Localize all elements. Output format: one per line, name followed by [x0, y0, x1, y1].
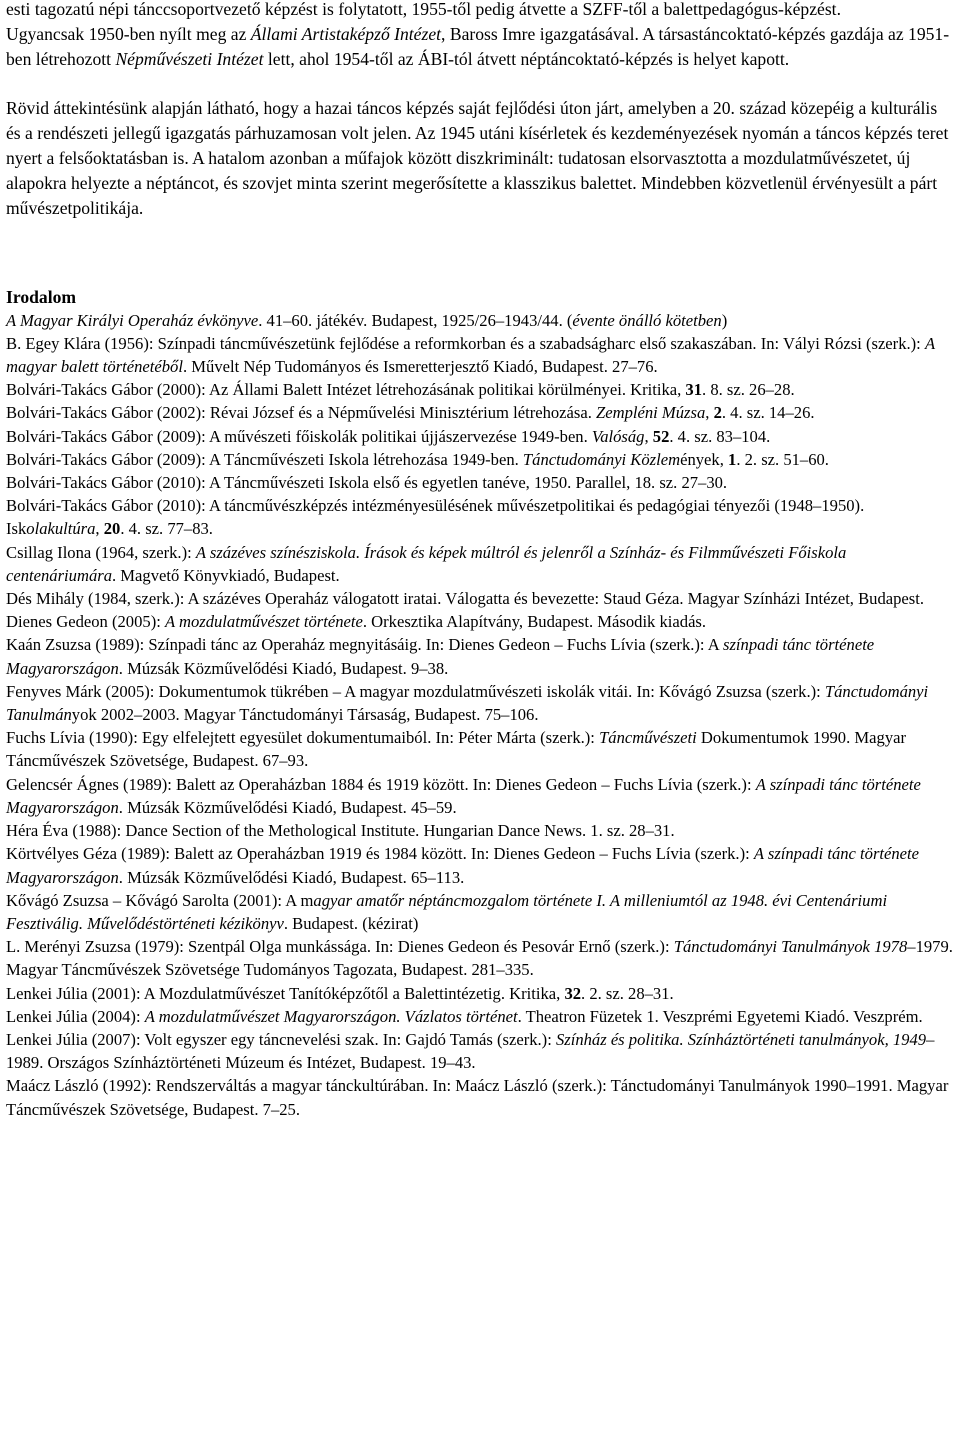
ref-text: . 4. sz. 77–83. — [120, 519, 213, 539]
ref-text: Bolvári-Takács Gábor (2002): Révai József és a Népművelési Minisztérium létrehozása. — [6, 403, 597, 423]
intro-section — [6, 0, 954, 222]
intro-text: , Baross Imre igazgatásával. A társastáncoktató-képzés gazdája az 1951-ben létrehozott — [6, 24, 950, 70]
bibliography-heading: Irodalom — [6, 286, 77, 307]
reference-item — [6, 448, 954, 471]
reference-item — [6, 726, 954, 772]
ref-text: ) — [721, 310, 728, 330]
reference-item — [6, 471, 954, 494]
ref-text: Csillag Ilona (1964, szerk.): — [6, 542, 196, 562]
ref-title: Tánctudományi Tanulmányok 1978 — [673, 937, 908, 957]
reference-list — [6, 309, 954, 1121]
ref-text: Bolvári-Takács Gábor (2000): Az Állami Balett Intézet létrehozásának politikai körülményei. Kritika, — [6, 380, 686, 400]
ref-text: Kővágó Zsuzsa – Kővágó Sarolta (2001): A m — [6, 890, 314, 910]
ref-text: Dokumentumok 1990. Magyar Táncművészek Szövetsége, Budapest. 67–93. — [6, 728, 907, 771]
intro-text: esti tagozatú népi tánccsoportvezető képzést is folytatott, 1955-től pedig átvette a SZFF-től a balettpedagógus-képzést. — [6, 0, 841, 19]
ref-text: . 8. sz. 26–28. — [702, 380, 795, 400]
ref-text: . Művelt Nép Tudományos és Ismeretterjesztő Kiadó, Budapest. 27–76. — [182, 357, 658, 377]
ref-text: Lenkei Júlia (2004): — [6, 1006, 145, 1026]
ref-text: ények, — [680, 449, 729, 469]
ref-text: . Budapest. (kézirat) — [283, 913, 419, 933]
ref-text: . Múzsák Közművelődési Kiadó, Budapest. 9–38. — [118, 658, 449, 678]
ref-title: A színpadi tánc története Magyarországon — [6, 774, 921, 817]
ref-title: Valóság — [591, 426, 645, 446]
ref-text: , — [95, 519, 104, 539]
ref-title: Táncművészeti — [599, 728, 697, 748]
ref-title: A mozdulatművészet Magyarországon. Vázlatos történet — [144, 1006, 518, 1026]
ref-title: A magyar balett történetéből — [6, 333, 935, 377]
reference-item — [6, 633, 954, 679]
reference-item — [6, 819, 954, 842]
reference-item — [6, 935, 954, 981]
ref-title: olakultúra — [26, 519, 96, 539]
ref-text: L. Merényi Zsuzsa (1979): Szentpál Olga munkássága. In: Dienes Gedeon és Pesovár Ernő (szerk.): — [6, 937, 674, 957]
ref-text: Bolvári-Takács Gábor (2009): A művészeti főiskolák politikai újjászervezése 1949-ben. — [6, 426, 592, 446]
ref-text: B. Egey Klára (1956): Színpadi táncművészetünk fejlődése a reformkorban és a szabadságharc első szakaszában. In: Vályi Rózsi (szerk.): — [6, 333, 925, 353]
ref-text: . Magvető Könyvkiadó, Budapest. — [112, 565, 340, 585]
ref-text: Héra Éva (1988): Dance Section of the Methological Institute. Hungarian Dance News. 1. sz. 28–31. — [6, 821, 675, 841]
ref-text: . Orkesztika Alapítvány, Budapest. Második kiadás. — [362, 612, 707, 632]
ref-title: A mozdulatművészet története — [164, 612, 363, 632]
intro-italic: Állami Artistaképző Intézet — [250, 24, 442, 45]
intro-italic: Népművészeti Intézet — [115, 49, 264, 70]
reference-item — [6, 773, 954, 819]
reference-item — [6, 889, 954, 935]
ref-text: Fenyves Márk (2005): Dokumentumok tükrében – A magyar mozdulatművészeti iskolák vitái. In: Kővágó Zsuzsa (szerk.): — [6, 681, 825, 701]
ref-title: Színház és politika. Színháztörténeti tanulmányok, 1949 — [555, 1029, 927, 1049]
intro-text: Ugyancsak 1950-ben nyílt meg az — [6, 24, 251, 45]
ref-title: Zempléni Múzsa — [596, 403, 706, 423]
reference-item — [6, 309, 954, 332]
ref-text: Bolvári-Takács Gábor (2009): A Táncművészeti Iskola létrehozása 1949-ben. — [6, 449, 523, 469]
ref-volume: 2 — [713, 403, 722, 423]
ref-text: . 2. sz. 28–31. — [581, 983, 674, 1003]
ref-text: . Múzsák Közművelődési Kiadó, Budapest. 45–59. — [118, 797, 457, 817]
ref-title: A százéves színésziskola. Írások és képek múltról és jelenről a Színház- és Filmművészeti Főiskola centenáriumára — [6, 542, 847, 585]
ref-text: Fuchs Lívia (1990): Egy elfelejtett egyesület dokumentumaiból. In: Péter Márta (szerk.): — [6, 728, 600, 748]
ref-title: Tánctudományi Tanulmán — [6, 681, 929, 725]
reference-item — [6, 401, 954, 424]
ref-title: Tánctudományi Közlem — [522, 449, 681, 469]
reference-item — [6, 610, 954, 633]
ref-text: Dienes Gedeon (2005): — [6, 612, 165, 632]
ref-text: . 4. sz. 14–26. — [721, 403, 815, 423]
ref-text: –1979. Magyar Táncművészek Szövetsége Tudományos Tagozata, Budapest. 281–335. — [6, 937, 953, 980]
reference-item — [6, 982, 954, 1005]
ref-volume: 52 — [652, 426, 670, 446]
ref-title: A színpadi tánc története Magyarországon — [6, 844, 920, 887]
ref-title: színpadi tánc története Magyarországon — [6, 635, 875, 678]
ref-text: . 2. sz. 51–60. — [736, 449, 829, 469]
ref-text: Maácz László (1992): Rendszerváltás a magyar tánckultúrában. In: Maácz László (szerk.): Tánctudományi Tanulmányok 1990–1991. Magyar Táncművészek Szövetsége, Budapest. 7–25. — [6, 1076, 949, 1119]
ref-text: Kaán Zsuzsa (1989): Színpadi tánc az Operaház megnyitásáig. In: Dienes Gedeon – Fuchs Lívia (szerk.): A — [6, 635, 723, 655]
ref-text: Gelencsér Ágnes (1989): Balett az Operaházban 1884 és 1919 között. In: Dienes Gedeon – Fuchs Lívia (szerk.): — [6, 774, 756, 794]
summary-paragraph: Rövid áttekintésünk alapján látható, hogy a hazai táncos képzés saját fejlődési úton járt, amelyben a 20. század közepéig a kulturális és a rendészeti jellegű igazgatás párhuzamosan volt jelen. Az 1945 utáni kísérletek és kezdeményezések nyomán a táncos képzés teret nyert a felsőoktatásban is. A hatalom azonban a műfajok között diszkriminált: tudatosan elsorvasztotta a mozdulatművészetet, új alapokra helyezte a néptáncot, és szovjet minta szerint megerősítette a klasszikus balettet. Mindebben közvetlenül érvényesült a párt művészetpolitikája. — [6, 97, 949, 219]
ref-text: . 4. sz. 83–104. — [669, 426, 771, 446]
reference-item — [6, 1005, 954, 1028]
reference-item — [6, 1028, 954, 1074]
ref-text: . Theatron Füzetek 1. Veszprémi Egyetemi Kiadó. Veszprém. — [517, 1006, 923, 1026]
ref-text: yok 2002–2003. Magyar Tánctudományi Társaság, Budapest. 75–106. — [71, 705, 539, 725]
ref-title: agyar amatőr néptáncmozgalom története I. A milleniumtól az 1948. évi Centenáriumi Fesztiválig. Művelődéstörténeti kézikönyv — [6, 890, 888, 933]
ref-text: Bolvári-Takács Gábor (2010): A Táncművészeti Iskola első és egyetlen tanéve, 1950. Parallel, 18. sz. 27–30. — [6, 473, 728, 493]
reference-item — [6, 332, 954, 378]
reference-item — [6, 494, 954, 540]
ref-title: A Magyar Királyi Operaház évkönyve — [6, 310, 259, 330]
ref-volume: 31 — [685, 380, 703, 400]
ref-text: –1989. Országos Színháztörténeti Múzeum és Intézet, Budapest. 19–43. — [6, 1029, 935, 1073]
reference-item — [6, 1074, 954, 1120]
ref-text: Bolvári-Takács Gábor (2010): A táncművészképzés intézményesülésének művészetpolitikai és pedagógiai tényezői (1948–1950). Isk — [6, 496, 865, 539]
reference-item — [6, 425, 954, 448]
ref-volume: 32 — [564, 983, 582, 1003]
ref-volume: 20 — [103, 519, 121, 539]
ref-text: . 41–60. játékév. Budapest, 1925/26–1943/44. ( — [258, 310, 573, 330]
intro-paragraph — [6, 0, 954, 73]
ref-text: Lenkei Júlia (2007): Volt egyszer egy táncnevelési szak. In: Gajdó Tamás (szerk.): — [6, 1029, 556, 1049]
ref-text: , — [644, 426, 653, 446]
ref-title: évente önálló kötetben — [572, 310, 722, 330]
ref-volume: 1 — [728, 449, 737, 469]
reference-item — [6, 587, 954, 610]
reference-item — [6, 680, 954, 726]
ref-text: Lenkei Júlia (2001): A Mozdulatművészet Tanítóképzőtől a Balettintézetig. Kritika, — [6, 983, 565, 1003]
reference-item — [6, 541, 954, 587]
ref-text: , — [705, 403, 714, 423]
ref-text: . Múzsák Közművelődési Kiadó, Budapest. 65–113. — [118, 867, 465, 887]
reference-item — [6, 842, 954, 888]
ref-text: Dés Mihály (1984, szerk.): A százéves Operaház válogatott iratai. Válogatta és bevezette: Staud Géza. Magyar Színházi Intézet, Budapest. — [6, 589, 925, 609]
ref-text: Körtvélyes Géza (1989): Balett az Operaházban 1919 és 1984 között. In: Dienes Gedeon – Fuchs Lívia (szerk.): — [6, 844, 754, 864]
intro-text: lett, ahol 1954-től az ÁBI-tól átvett néptáncoktató-képzés is helyet kapott. — [263, 49, 790, 70]
reference-item — [6, 378, 954, 401]
